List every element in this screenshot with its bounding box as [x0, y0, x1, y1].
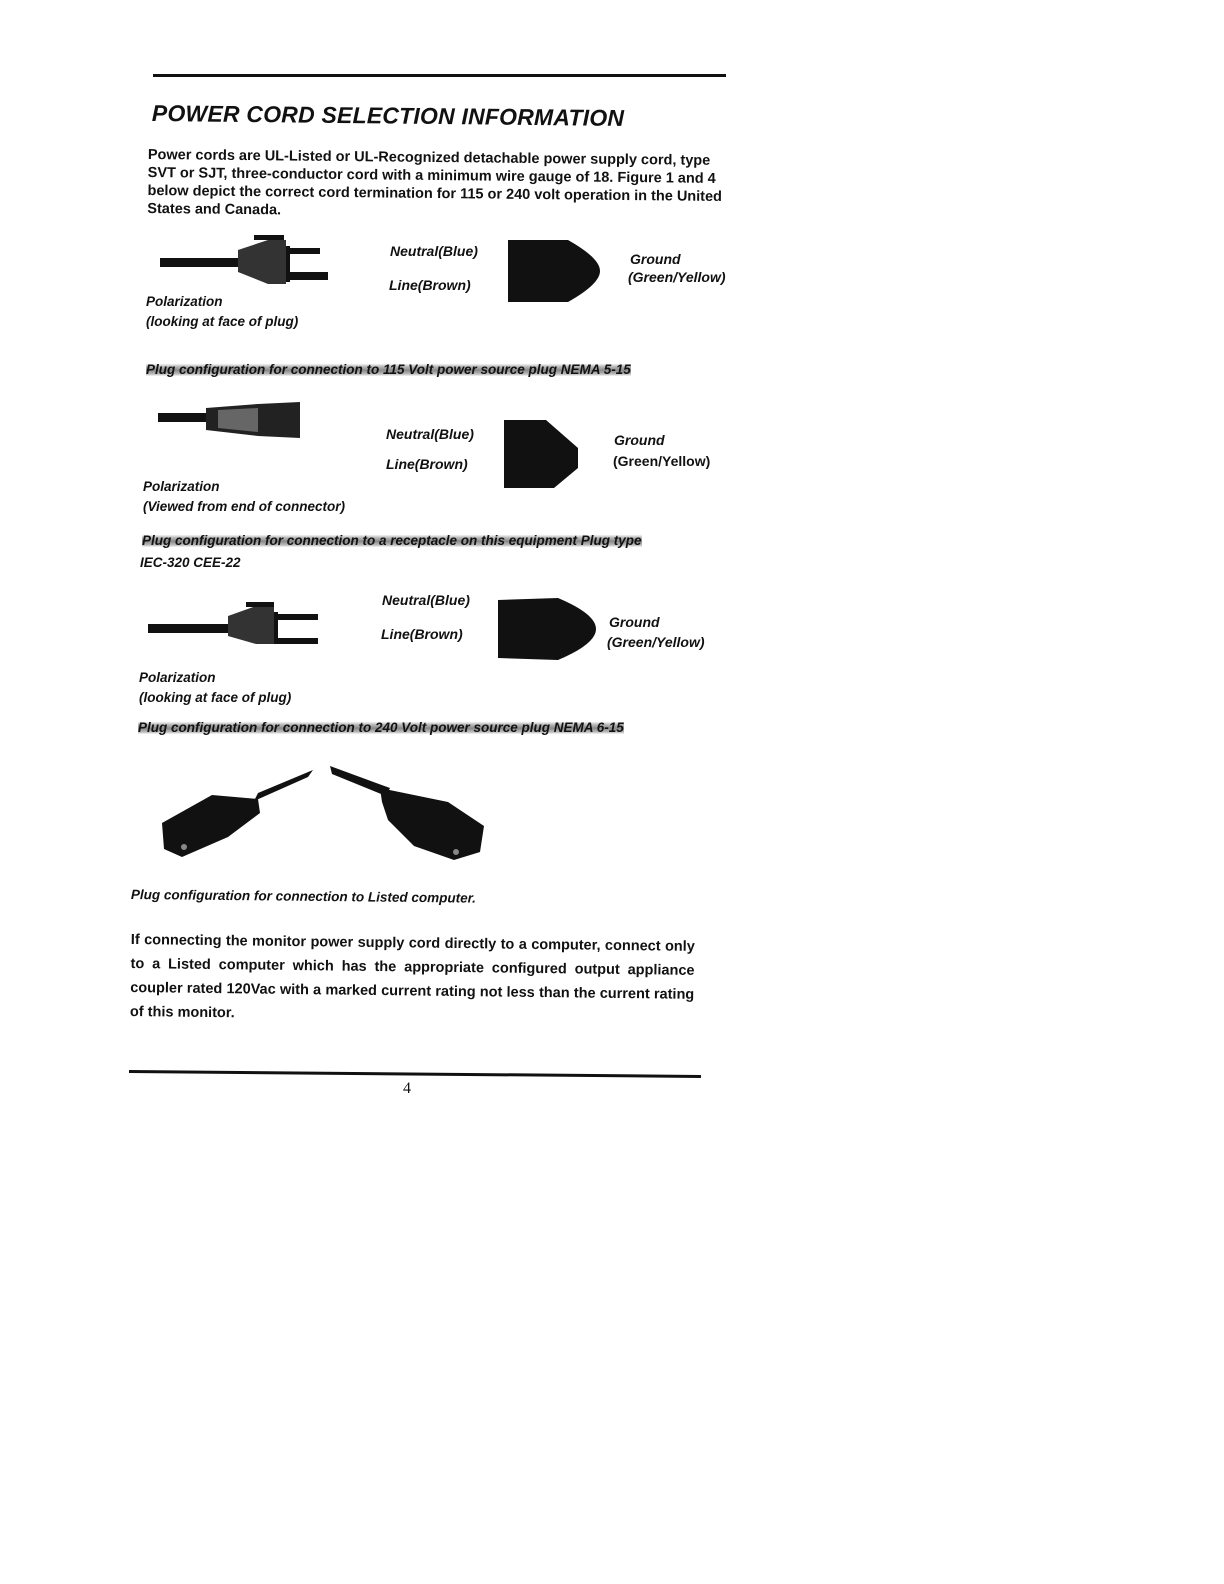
config-caption-3: Plug configuration for connection to 240 Volt power source plug NEMA 6-15: [138, 720, 624, 735]
computer-connection-paragraph: If connecting the monitor power supply cord directly to a computer, connect only to a Listed computer which has the appropriate configured output appliance coupler rated 120Vac with a marked current rating not less than the current rating of this monitor.: [129, 931, 695, 1022]
iec-320-face-icon: [502, 418, 580, 490]
iec-320-connector-image: [158, 400, 303, 440]
config-caption-1: Plug configuration for connection to 115 Volt power source plug NEMA 5-15: [146, 362, 631, 377]
polarization-label-1: Polarization: [146, 294, 223, 309]
page-title: POWER CORD SELECTION INFORMATION: [151, 100, 625, 131]
nema-5-15-face-icon: [506, 238, 602, 304]
line-label-2: Line(Brown): [386, 456, 468, 472]
page-number: 4: [403, 1080, 411, 1097]
nema-6-15-face-icon: [496, 596, 598, 662]
ground-colors-label-3: (Green/Yellow): [607, 634, 705, 650]
computer-caption: Plug configuration for connection to Listed computer.: [130, 886, 476, 906]
top-rule: [153, 74, 726, 77]
config-caption-2b: IEC-320 CEE-22: [140, 555, 241, 570]
nema-6-15-plug-image: [146, 600, 318, 650]
polarization-label-3: Polarization: [139, 670, 216, 685]
ground-colors-label-1: (Green/Yellow): [628, 269, 726, 285]
view-label-2: (Viewed from end of connector): [143, 499, 346, 514]
line-label-1: Line(Brown): [389, 277, 471, 293]
polarization-label-2: Polarization: [143, 479, 220, 494]
ground-colors-label-2: (Green/Yellow): [613, 453, 711, 469]
computer-connector-right-image: [328, 762, 490, 862]
line-label-3: Line(Brown): [381, 626, 463, 642]
neutral-label-3: Neutral(Blue): [382, 592, 470, 608]
ground-label-2: Ground: [614, 432, 665, 448]
nema-5-15-plug-image: [158, 232, 328, 292]
config-caption-2: Plug configuration for connection to a receptacle on this equipment Plug type: [142, 533, 642, 548]
view-label-1: (looking at face of plug): [146, 314, 299, 329]
ground-label-1: Ground: [630, 251, 681, 267]
neutral-label-1: Neutral(Blue): [390, 243, 478, 259]
bottom-rule: [129, 1070, 701, 1078]
ground-label-3: Ground: [609, 614, 660, 630]
computer-connector-left-image: [158, 765, 318, 860]
neutral-label-2: Neutral(Blue): [386, 426, 474, 442]
intro-paragraph: Power cords are UL-Listed or UL-Recognized detachable power supply cord, type SVT or SJT, three-conductor cord with a minimum wire gauge of 18. Figure 1 and 4 below depict the correct cord termination for 115 or 240 volt operation in the United States and Canada.: [147, 146, 723, 219]
view-label-3: (looking at face of plug): [139, 690, 292, 705]
